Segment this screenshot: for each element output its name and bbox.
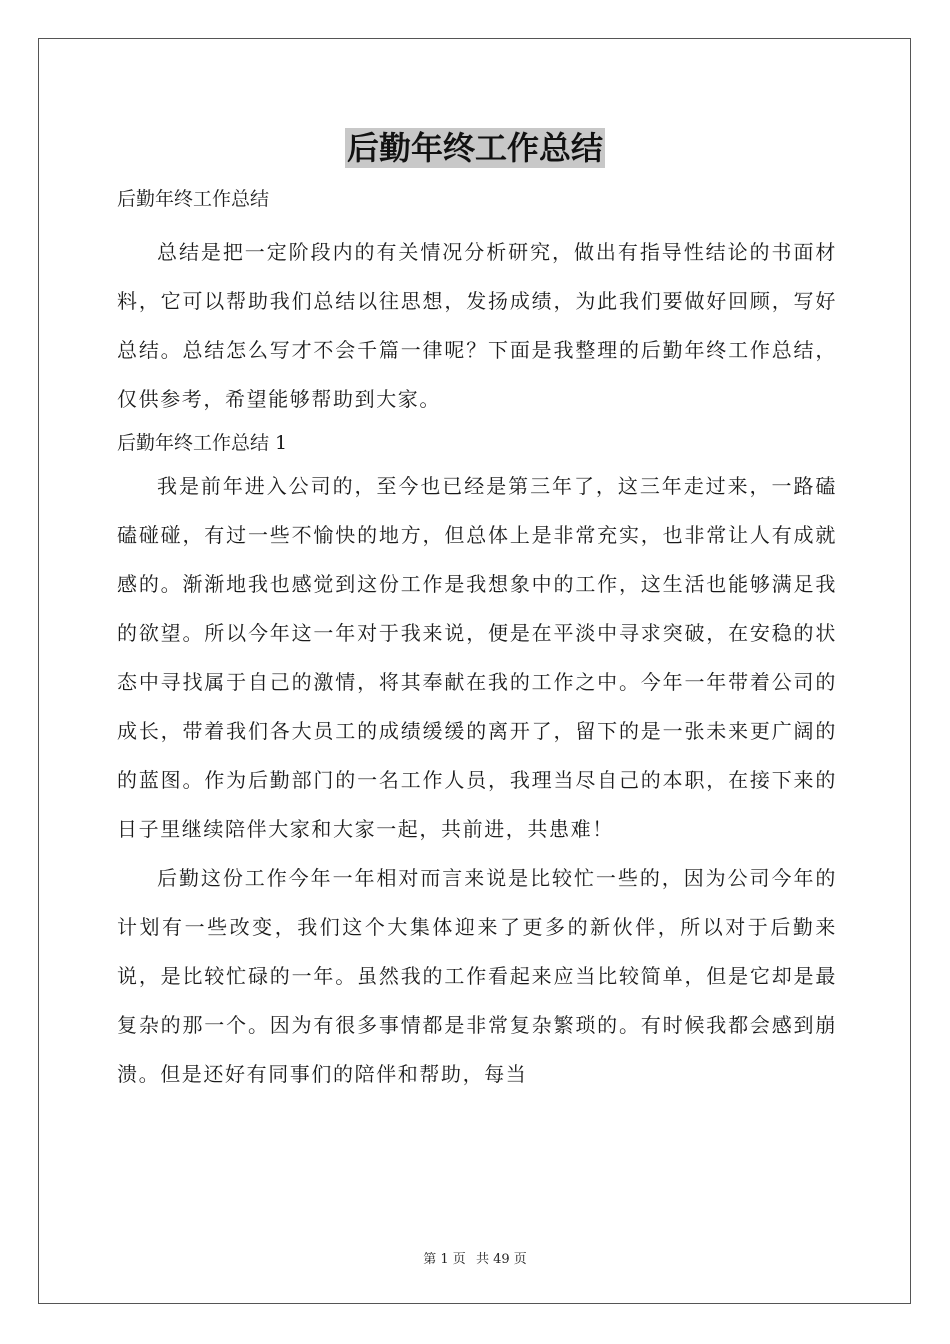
document-subtitle: 后勤年终工作总结 [117,188,270,210]
title-container [0,128,950,168]
intro-paragraph: 总结是把一定阶段内的有关情况分析研究，做出有指导性结论的书面材料，它可以帮助我们总结以往思想，发扬成绩，为此我们要做好回顾，写好总结。总结怎么写才不会千篇一律呢？下面是我整理的后勤年终工作总结，仅供参考，希望能够帮助到大家。 [117,240,837,411]
page-footer [0,1248,950,1267]
document-body [117,180,837,1099]
section-heading: 后勤年终工作总结 1 [117,432,288,454]
page-total: 共 49 页 [475,1252,527,1267]
body-paragraph: 我是前年进入公司的，至今也已经是第三年了，这三年走过来，一路磕磕碰碰，有过一些不愉快的地方，但总体上是非常充实，也非常让人有成就感的。渐渐地我也感觉到这份工作是我想象中的工作，这生活也能够满足我的欲望。所以今年这一年对于我来说，便是在平淡中寻求突破，在安稳的状态中寻找属于自己的激情，将其奉献在我的工作之中。今年一年带着公司的成长，带着我们各大员工的成绩缓缓的离开了，留下的是一张未来更广阔的的蓝图。作为后勤部门的一名工作人员，我理当尽自己的本职，在接下来的日子里继续陪伴大家和大家一起，共前进，共患难！ [117,474,837,841]
document-title[interactable]: 后勤年终工作总结 [346,129,603,167]
page-number: 第 1 页 [423,1252,466,1267]
body-paragraph: 后勤这份工作今年一年相对而言来说是比较忙一些的，因为公司今年的计划有一些改变，我们这个大集体迎来了更多的新伙伴，所以对于后勤来说，是比较忙碌的一年。虽然我的工作看起来应当比较简单，但是它却是最复杂的那一个。因为有很多事情都是非常复杂繁琐的。有时候我都会感到崩溃。但是还好有同事们的陪伴和帮助，每当 [117,866,837,1086]
